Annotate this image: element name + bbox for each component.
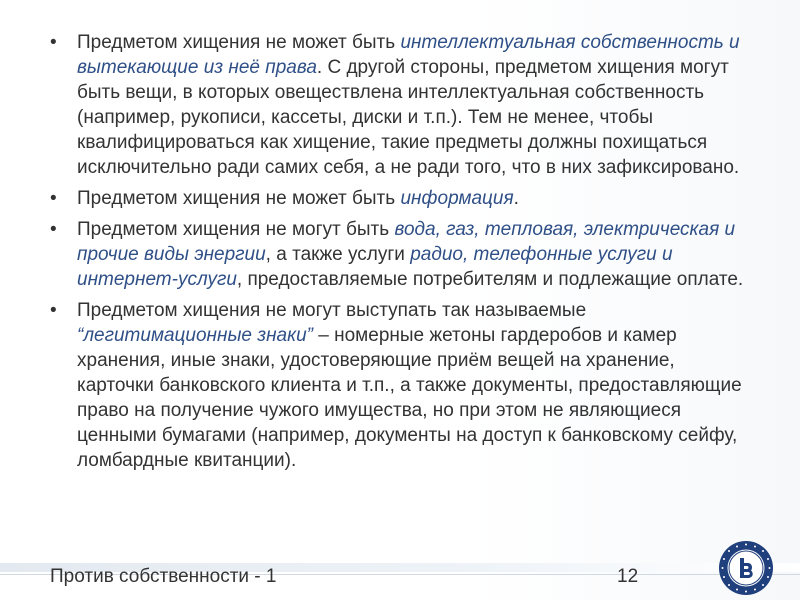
bullet-segment: , а также услуги <box>265 244 411 265</box>
slide-content <box>50 30 750 479</box>
bullet-segment-emphasis: информация <box>400 188 514 209</box>
bullet-dot: • <box>50 300 57 321</box>
bullet-segment-emphasis: радио, телефонные услуги и интернет-услуги <box>77 244 673 290</box>
bullet-segment: . <box>513 188 519 209</box>
bullet-segment: , предоставляемые потребителям и подлежащие оплате. <box>236 269 744 290</box>
bullet-segment-emphasis: вода, газ, тепловая, электрическая и прочие виды энергии <box>77 219 736 265</box>
bullet-segment: Предметом хищения не может быть <box>77 188 401 209</box>
footer-title: Против собственности - 1 <box>50 566 277 587</box>
bullet-segment: Предметом хищения не могут быть <box>77 219 395 240</box>
bullet-dot: • <box>50 188 57 209</box>
bullet-dot: • <box>50 219 57 240</box>
bullet-segment: Предметом хищения не может быть <box>77 32 401 53</box>
bullet-item-1 <box>50 30 750 180</box>
bullet-segment-emphasis: интеллектуальная собственность и вытекающие из неё права <box>77 32 740 78</box>
bullet-item-2 <box>50 186 750 211</box>
bullet-dot: • <box>50 32 57 53</box>
page-number: 12 <box>617 566 639 587</box>
hse-university-logo-icon <box>718 540 774 596</box>
bullet-segment: – номерные жетоны гардеробов и камер хранения, иные знаки, удостоверяющие приём вещей на хранение, карточки банковского клиента и т.п., а также документы, предоставляющие право на получение чужого имущества, но при этом не являющиеся ценными бумагами (например, документы на доступ к банковскому сейфу, ломбардные квитанции). <box>77 325 742 471</box>
bullet-segment-emphasis: “легитимационные знаки” <box>77 325 313 346</box>
bullet-item-4 <box>50 298 750 473</box>
bullet-segment: . С другой стороны, предметом хищения могут быть вещи, в которых овеществлена интеллектуальная собственность (например, рукописи, кассеты, диски и т.п.). Тем не менее, чтобы квалифицироваться как хищение, такие предметы должны похищаться исключительно ради самих себя, а не ради того, что в них зафиксировано. <box>77 57 740 178</box>
bullet-item-3 <box>50 217 750 292</box>
bullet-segment: Предметом хищения не могут выступать так называемые <box>77 300 587 321</box>
